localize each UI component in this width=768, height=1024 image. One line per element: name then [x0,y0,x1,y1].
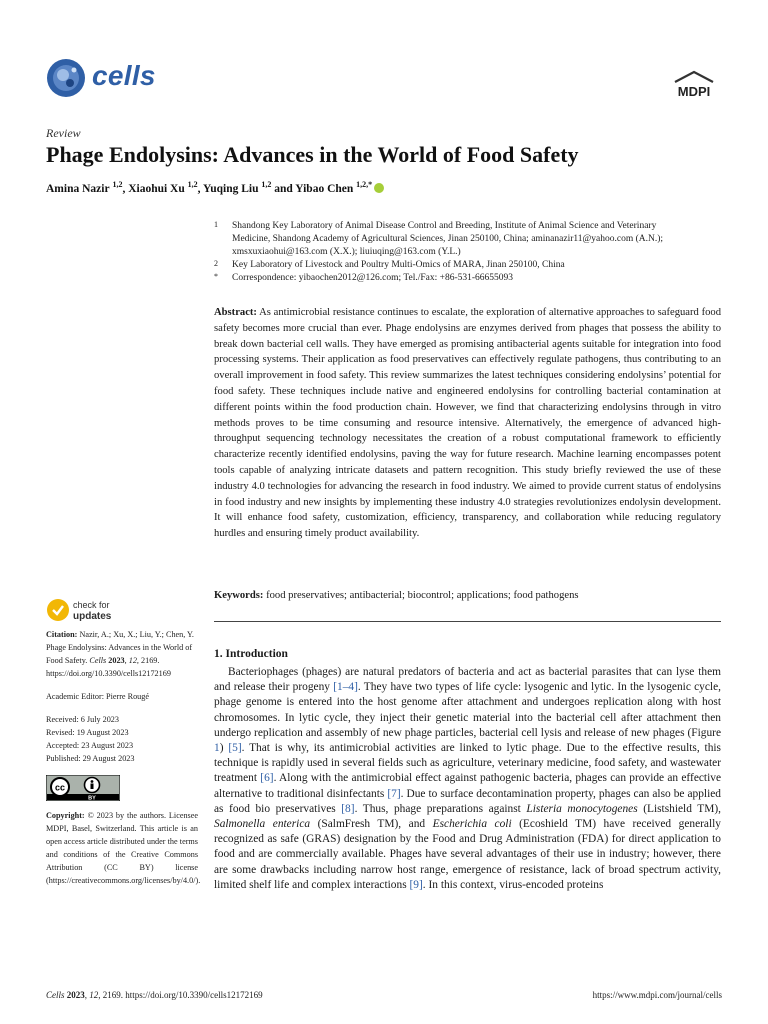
copyright-text: © 2023 by the authors. Licensee MDPI, Basel, Switzerland. This article is an open access article distributed under the terms and conditions of the Creative Commons Attribution (CC BY) license (https://creativecommons.org/licenses/by/4.0/). [46,811,201,885]
author-name[interactable]: Yibao Chen [295,182,354,195]
author-affil-marker: 1,2,* [356,180,373,189]
author-name[interactable]: Amina Nazir [46,182,110,195]
date-revised: Revised: 19 August 2023 [46,728,129,737]
academic-editor: Academic Editor: Pierre Rougé [46,692,149,701]
date-received: Received: 6 July 2023 [46,715,119,724]
keywords-text: food preservatives; antibacterial; biocontrol; applications; food pathogens [266,590,579,601]
affiliation-text: Correspondence: yibaochen2012@126.com; Tel./Fax: +86-531-66655093 [232,273,514,283]
affiliation-text: Shandong Key Laboratory of Animal Disease Control and Breeding, Institute of Animal Science and Veterinary Medicine, Shandong Academy of Agricultural Sciences, Jinan 250100, China; aminanazir11@yahoo.com (A.N.); xmsxuxiaohui@163.com (X.X.); liuiuqing@163.com (Y.L.) [232,221,664,257]
footer-journal: Cells [46,990,65,1000]
author-and: and [271,182,296,195]
article-sidebar [46,628,201,897]
orcid-icon[interactable] [374,183,384,193]
affiliation-marker: 2 [214,259,218,268]
intro-text: Bacteriophages (phages) are natural predators of bacteria and act as bacterial parasites that can lyse them and release their progeny [214,666,721,694]
journal-name: cells [92,60,156,91]
cc-by-license-icon[interactable] [46,775,120,801]
intro-text: (Ecoshield TM) have received generally recognized as safe (GRAS) designation by the Food and Drug Administration (FDA) for direct application to food and are commercially available. Phages have several advantages of their use in industry; however, there are some drawbacks including narrow host range, emergence of resistance, lack of broad spectrum activity, limited shelf life and complex interactions [214,818,721,891]
footer-year: 2023 [66,990,85,1000]
intro-text: ) [219,742,229,755]
abstract [214,305,721,542]
author-affil-marker: 1,2 [112,180,123,189]
mdpi-logo-text: MDPI [677,84,711,99]
author-affil-marker: 1,2 [187,180,198,189]
abstract-label: Abstract: [214,307,257,318]
author-affil-marker: 1,2 [261,180,272,189]
species-name: Listeria monocytogenes [526,802,638,815]
dates-block [46,713,198,765]
reference-link[interactable]: [8] [341,802,355,815]
affiliation-text: Key Laboratory of Livestock and Poultry Multi-Omics of MARA, Jinan 250100, China [232,260,565,270]
footer-citation: Cells 2023, 12, 2169. https://doi.org/10.3390/cells12172169 [46,990,263,1000]
by-label: BY [88,795,96,801]
author-name[interactable]: Xiaohui Xu [128,182,185,195]
article-type: Review [46,126,81,140]
section-divider [214,621,721,622]
abstract-text: As antimicrobial resistance continues to escalate, the exploration of alternative approaches to safeguard food safety becomes more crucial than ever. Phage endolysins are enzymes derived from phages that possess the ability to break down bacterial cell walls. They have emerged as promising antibacterial agents suitable for integration into food processing systems. Their application as food preservatives can effectively regulate pathogens, thus contributing to an overall improvement in food safety. This review summarizes the latest techniques considering endolysins’ potential for food safety. These techniques include native and engineered endolysins for controlling bacterial contamination at different points within the food production chain. However, we find that characterizing endolysins through in vitro methods proves to be time consuming and resource intensive. Alternatively, the emergence of advanced high-throughput sequencing technology necessitates the creation of a robust computational framework to efficiently characterize recently identified endolysins, paving the way for future research. Machine learning encompasses potent tools capable of analyzing intricate datasets and pattern recognition. This study briefly reviewed the use of these industry 4.0 technologies for advancing the research in food industry. We aimed to provide current status of endolysins in food industry and new insights by implementing these industry 4.0 strategies revolutionizes endolysin development. It will enhance food safety, customization, efficiency, transparency, and collaboration while reducing regulatory hurdles and ensuring timely product availability. [214,307,721,540]
affiliation-item [214,272,694,285]
author-name[interactable]: Yuqing Liu [202,182,259,195]
date-published: Published: 29 August 2023 [46,754,135,763]
affiliation-marker: * [214,272,218,281]
intro-text: (Listshield TM), [637,802,722,815]
copyright-label: Copyright: [46,811,85,820]
intro-text: . In this context, virus-encoded proteins [422,878,604,891]
intro-paragraph [214,665,721,893]
cc-label: cc [54,782,66,793]
citation-year: 2023 [108,656,125,665]
section-heading: 1. Introduction [214,648,288,660]
figure-link[interactable]: 1 [214,742,220,755]
intro-text: . Along with the antimicrobial effect against pathogenic bacteria, phages can provide an effective alternative to traditional disinfectants [214,772,722,800]
citation-journal: Cells [89,656,107,665]
intro-text: (SalmFresh TM), and [310,818,433,831]
author-separator: , [197,182,203,195]
footer-journal-url[interactable]: https://www.mdpi.com/journal/cells [592,990,722,1000]
reference-link[interactable]: [1–4] [333,681,358,694]
footer-volume: 12 [89,990,99,1000]
reference-link[interactable]: [6] [260,772,274,785]
affiliation-marker: 1 [214,220,218,229]
check-updates-line1: check for [73,600,110,610]
citation-block: Citation: Nazir, A.; Xu, X.; Liu, Y.; Chen, Y. Phage Endolysins: Advances in the World of Food Safety. Cells 2023, 12, 2169. https://doi.org/10.3390/cells12172169 [46,630,194,678]
copyright-block [46,809,201,887]
citation-doi[interactable]: , 2169. https://doi.org/10.3390/cells12172169 [46,656,171,678]
footer-doi[interactable]: , 2169. https://doi.org/10.3390/cells12172169 [98,990,263,1000]
reference-link[interactable]: [9] [409,878,423,891]
affiliation-item [214,220,694,259]
author-separator: , [122,182,129,195]
cells-logo-icon [46,58,86,98]
check-for-updates-button[interactable] [46,598,156,622]
date-accepted: Accepted: 23 August 2023 [46,741,134,750]
intro-text: . They have two types of life cycle: lysogenic and lytic. In the lysogenic cycle, phage genome is entered into the host genome after attachment and undergoes replication along with host chromosomes. In lytic cycle, they inject their genetic material into the bacterial cell after attachment then undergo replication and assembly of new phage particles, bacterial cell lysis and release of new phages (Figure [214,681,721,739]
reference-link[interactable]: [5] [228,742,242,755]
intro-text: . Due to surface decontamination property, phages can also be applied as food bio preservatives [214,787,722,815]
affiliations [214,220,694,285]
species-name: Escherichia coli [432,818,512,831]
intro-text: . Thus, phage preparations against [354,802,527,815]
keywords-label: Keywords: [214,590,264,601]
mdpi-logo-icon [667,70,721,100]
citation-volume: 12 [128,656,137,665]
keywords [214,588,721,604]
check-updates-icon [47,599,69,621]
citation-text: Nazir, A.; Xu, X.; Liu, Y.; Chen, Y. Phage Endolysins: Advances in the World of Food Safety. [46,630,194,665]
author-list [46,180,384,195]
reference-link[interactable]: [7] [387,787,401,800]
article-title: Phage Endolysins: Advances in the World of Food Safety [46,142,579,167]
species-name: Salmonella enterica [214,818,311,831]
citation-label: Citation: [46,630,78,639]
affiliation-item [214,259,694,272]
intro-text: . That is why, its antimicrobial activities are linked to lytic phage. Due to the effective results, this technique is rapidly used in several fields such as agriculture, veterinary medicine, food safety, and wastewater treatment [214,742,721,785]
check-updates-line2: updates [73,611,112,622]
